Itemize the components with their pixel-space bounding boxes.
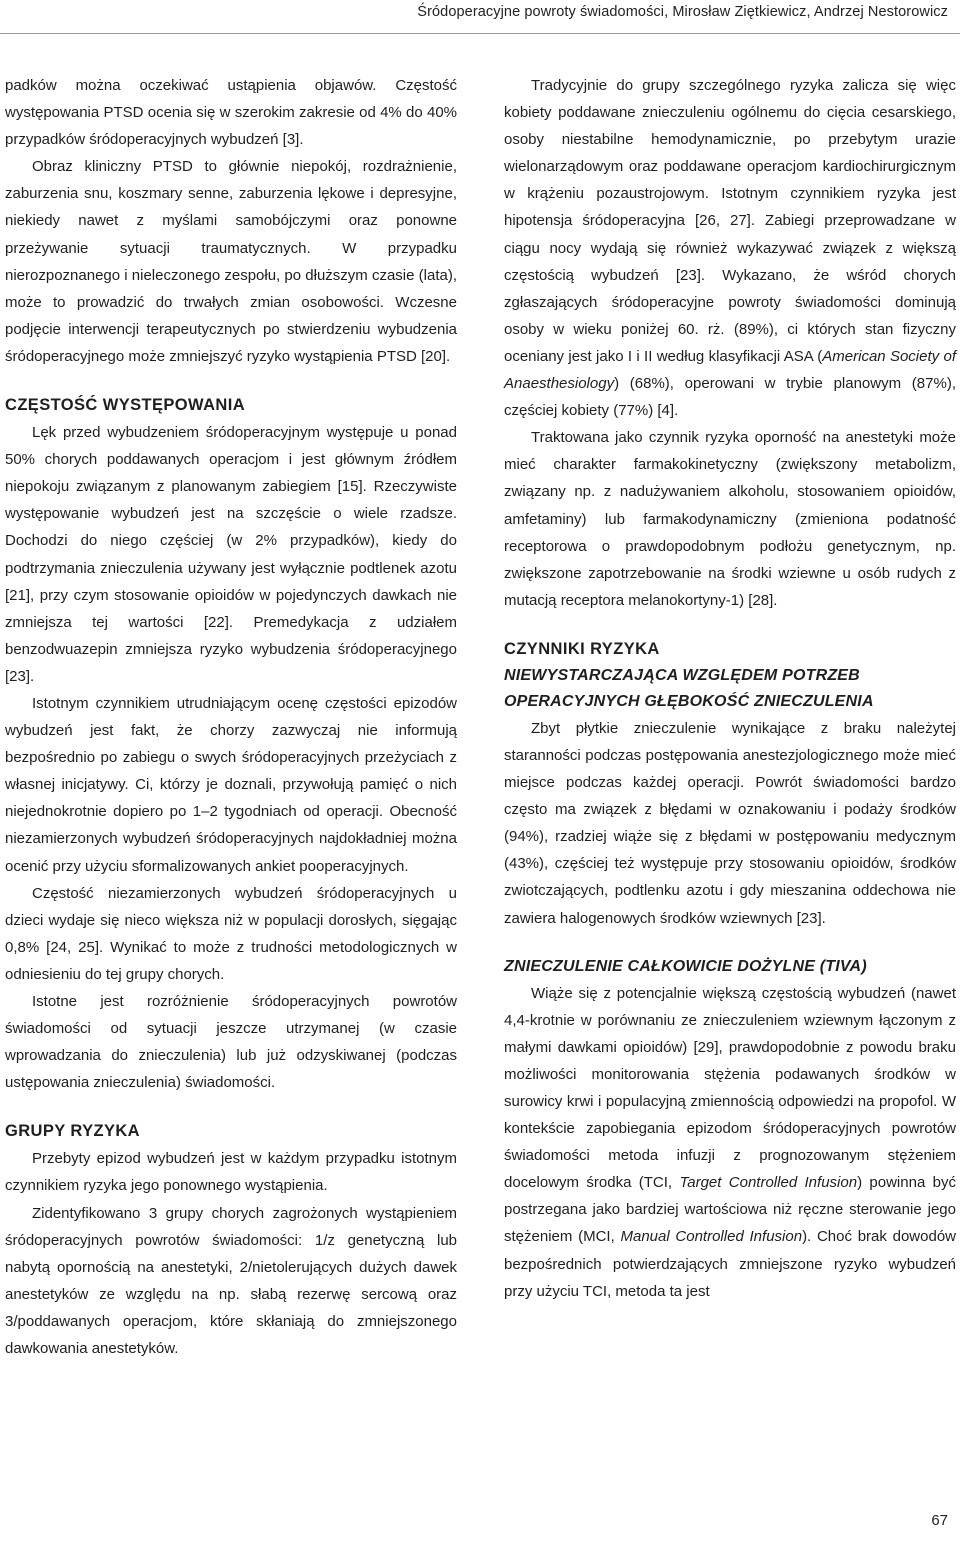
section-heading-frequency: CZĘSTOŚĆ WYSTĘPOWANIA (5, 396, 246, 415)
section-heading-risk-groups: GRUPY RYZYKA (5, 1122, 140, 1141)
risk-groups-paragraph-2: Zidentyfikowano 3 grupy chorych zagrożonych wystąpieniem śródoperacyjnych powrotów świadomości: 1/z genetyczną lub nabytą opornością na anestetyki, 2/nietolerujących dużych dawek anestetyków ze względu na np. słabą rezerwę sercową oraz 3/poddawanych operacjom, które skłaniają do zmniejszonego dawkowania anestetyków. (5, 1204, 457, 1358)
frequency-paragraph-1: Lęk przed wybudzeniem śródoperacyjnym występuje u ponad 50% chorych poddawanych operacjom i jest głównym źródłem niepokoju związanym z planowanym zabiegiem [15]. Rzeczywiste występowanie wybudzeń jest na szczęście o wiele rzadsze. Dochodzi do niego częściej (w 2% przypadków), kiedy do podtrzymania znieczulenia używany jest wyłącznie podtlenek azotu [21], przy czym stosowanie opioidów w pojedynczych dawkach nie zmniejsza tej wartości [22]. Premedykacja z udziałem benzodwuazepin zmniejsza ryzyko wybudzenia śródoperacyjnego [23]. (5, 424, 457, 685)
left-column (5, 72, 457, 1362)
risk-groups-paragraph-1: Przebyty epizod wybudzeń jest w każdym przypadku istotnym czynnikiem ryzyka jego ponownego wystąpienia. (5, 1150, 457, 1195)
frequency-paragraph-3: Częstość niezamierzonych wybudzeń śródoperacyjnych u dzieci wydaje się nieco większa niż w populacji dorosłych, sięgając 0,8% [24, 25]. Wynikać to może z trudności metodologicznych w odniesieniu do tej grupy chorych. (5, 884, 457, 983)
right-paragraph-1: Tradycyjnie do grupy szczególnego ryzyka zalicza się więc kobiety poddawane znieczuleniu ogólnemu do cięcia cesarskiego, osoby niestabilne hemodynamicznie, po przebytym urazie wielonarządowym oraz poddawane operacjom kardiochirurgicznym w krążeniu pozaustrojowym. Istotnym czynnikiem ryzyka jest hipotensja śródoperacyjna [26, 27]. Zabiegi przeprowadzane w ciągu nocy wydają się również wykazywać związek z większą częstością wybudzeń [23]. Wykazano, że wśród chorych zgłaszających śródoperacyjne powroty świadomości dominują osoby w wieku poniżej 60. rż. (89%), ci których stan fizyczny oceniany jest jako I i II według klasyfikacji ASA (American Society of Anaesthesiology) (68%), operowani w trybie planowym (87%), częściej kobiety (77%) [4]. (504, 77, 956, 420)
subheading-tiva: ZNIECZULENIE CAŁKOWICIE DOŻYLNE (TIVA) (504, 957, 867, 975)
intro-paragraph-2: Obraz kliniczny PTSD to głównie niepokój, rozdrażnienie, zaburzenia snu, koszmary senne, zaburzenia lękowe i depresyjne, niekiedy nawet z myślami samobójczymi oraz ponowne przeżywanie sytuacji traumatycznych. W przypadku nierozpoznanego i nieleczonego zespołu, po dłuższym czasie (lata), może to prowadzić do trwałych zmian osobowości. Wczesne podjęcie interwencji terapeutycznych po stwierdzeniu wybudzenia śródoperacyjnego może zmniejszyć ryzyko wystąpienia PTSD [20]. (5, 158, 457, 365)
section-heading-risk-factors: CZYNNIKI RYZYKA (504, 639, 660, 658)
intro-paragraph-1: padków można oczekiwać ustąpienia objawów. Częstość występowania PTSD ocenia się w szerokim zakresie od 4% do 40% przypadków śródoperacyjnych wybudzeń [3]. (5, 77, 457, 149)
running-header: Śródoperacyjne powroty świadomości, Mirosław Ziętkiewicz, Andrzej Nestorowicz (417, 4, 948, 20)
right-paragraph-3: Zbyt płytkie znieczulenie wynikające z braku należytej staranności podczas postępowania anestezjologicznego może mieć miejsce podczas każdej operacji. Powrót świadomości bardzo często ma związek z błędami w oznakowaniu i podaży środków (94%), rzadziej wiąże się z błędami w postępowaniu medycznym (43%), częściej też występuje przy stosowaniu opioidów, środków zwiotczających, podtlenku azotu i gdy mieszanina oddechowa nie zawiera halogenowych środków wziewnych [23]. (504, 719, 956, 927)
header-divider (0, 33, 960, 34)
frequency-paragraph-4: Istotne jest rozróżnienie śródoperacyjnych powrotów świadomości od sytuacji jeszcze utrzymanej (w czasie wprowadzania do znieczulenia) lub już odzyskiwanej (podczas ustępowania znieczulenia) świadomości. (5, 993, 457, 1092)
right-paragraph-2: Traktowana jako czynnik ryzyka oporność na anestetyki może mieć charakter farmakokinetyczny (zwiększony metabolizm, związany np. z nadużywaniem alkoholu, stosowaniem opioidów, amfetaminy) lub farmakodynamiczny (zmieniona podatność receptorowa o prawdopodobnym podłożu genetycznym, np. zwiększone zapotrzebowanie na środki wziewne u osób rudych z mutacją receptora melanokortyny-1) [28]. (504, 429, 956, 609)
subheading-insufficient-depth-line-2: OPERACYJNYCH GŁĘBOKOŚĆ ZNIECZULENIA (504, 692, 874, 710)
right-paragraph-4: Wiąże się z potencjalnie większą częstością wybudzeń (nawet 4,4-krotnie w porównaniu ze znieczuleniem wziewnym łączonym z małymi dawkami opioidów) [29], prawdopodobnie z powodu braku możliwości monitorowania stężenia podawanych środków w surowicy krwi i populacyjną zmiennością odpowiedzi na propofol. W kontekście zapobiegania epizodom śródoperacyjnych powrotów świadomości metoda infuzji z prognozowanym stężeniem docelowym środka (TCI, Target Controlled Infusion) powinna być postrzegana jako bardziej wartościowa niż ręczne sterowanie jego stężeniem (MCI, Manual Controlled Infusion). Choć brak dowodów bezpośrednich potwierdzających zmniejszone ryzyko wybudzeń przy użyciu TCI, metoda ta jest (504, 984, 956, 1300)
frequency-paragraph-2: Istotnym czynnikiem utrudniającym ocenę częstości epizodów wybudzeń jest fakt, że chorzy zazwyczaj nie informują bezpośrednio po zabiegu o swych śródoperacyjnych przeżyciach z własnej inicjatywy. Ci, którzy je doznali, przywołują pamięć o nich niejednokrotnie dopiero po 1–2 tygodniach od operacji. Obecność niezamierzonych wybudzeń śródoperacyjnych najdokładniej można ocenić przy użyciu sformalizowanych ankiet pooperacyjnych. (5, 694, 457, 875)
page-number: 67 (931, 1512, 948, 1529)
subheading-insufficient-depth-line-1: NIEWYSTARCZAJĄCA WZGLĘDEM POTRZEB (504, 666, 860, 684)
right-column (504, 72, 956, 1305)
